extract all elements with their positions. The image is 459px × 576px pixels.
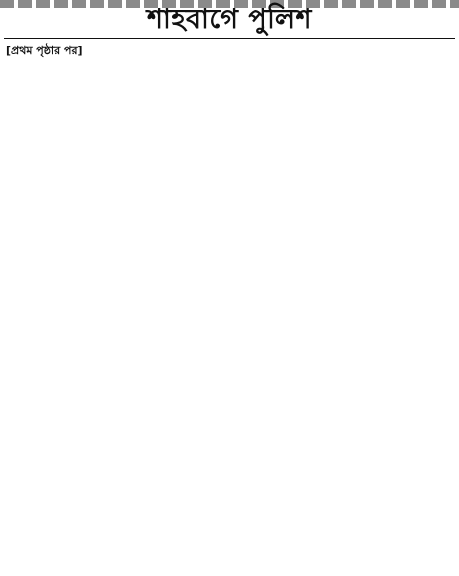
headline-rule (4, 38, 455, 39)
headline: শাহবাগে পুলিশ (147, 4, 312, 35)
continuation-marker: [প্রথম পৃষ্ঠার পর] (6, 44, 83, 57)
article-body (6, 60, 455, 574)
